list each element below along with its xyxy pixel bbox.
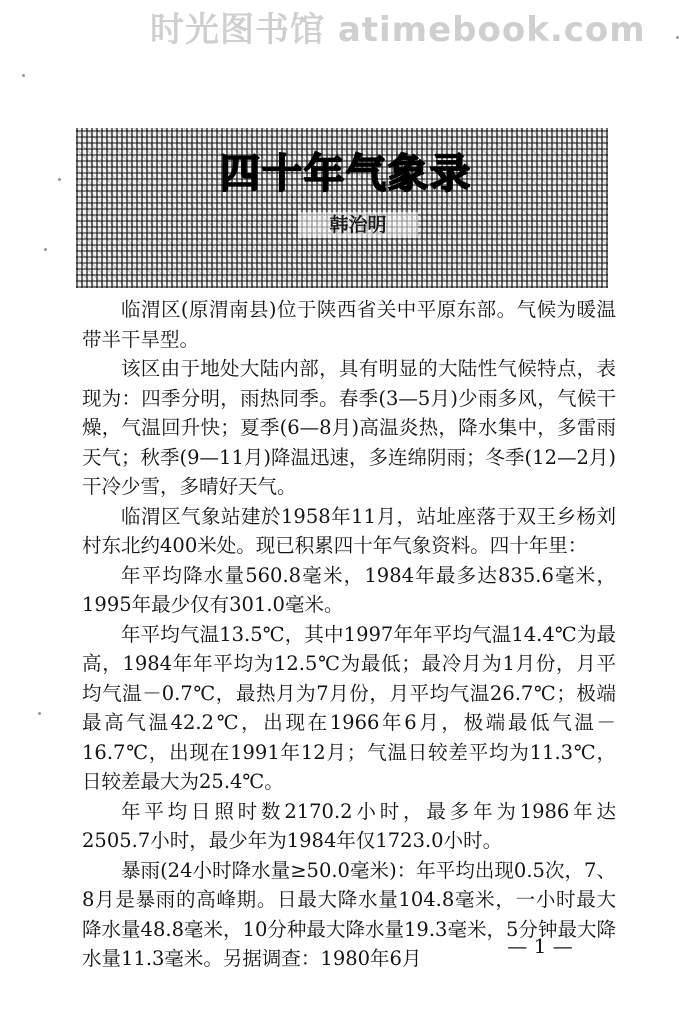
scan-speck [22, 74, 25, 77]
paragraph: 年平均气温13.5℃，其中1997年年平均气温14.4℃为最高，1984年年平均为12.5℃为最低；最冷月为1月份，月平均气温－0.7℃，最热月为7月份，月平均气温26.7℃；极端最高气温42.2℃，出现在1966年6月，极端最低气温－16.7℃，出现在1991年12月；气温日较差平均为11.3℃，日较差最大为25.4℃。 [82, 622, 616, 793]
paragraph: 年平均日照时数2170.2小时，最多年为1986年达2505.7小时，最少年为1984年仅1723.0小时。 [82, 799, 616, 852]
page-number: — 1 — [507, 934, 573, 958]
scan-speck [44, 248, 47, 251]
article-title: 四十年气象录 [220, 151, 472, 197]
watermark: 时光图书馆 atimebook.com [150, 10, 646, 50]
article-author: 韩治明 [298, 212, 418, 238]
paragraph: 年平均降水量560.8毫米，1984年最多达835.6毫米，1995年最少仅有301.0毫米。 [82, 563, 616, 616]
paragraph: 临渭区(原渭南县)位于陕西省关中平原东部。气候为暖温带半干旱型。 [82, 298, 616, 351]
paragraph: 暴雨(24小时降水量≥50.0毫米)：年平均出现0.5次，7、8月是暴雨的高峰期。日最大降水量104.8毫米，一小时最大降水量48.8毫米，10分种最大降水量19.3毫米，5分钟最大降水量11.3毫米。另据调查：1980年6月 [82, 858, 616, 970]
title-banner [76, 128, 608, 288]
article-body [82, 295, 616, 974]
scan-speck [38, 712, 41, 715]
scan-speck [676, 36, 679, 39]
paragraph: 临渭区气象站建於1958年11月，站址座落于双王乡杨刘村东北约400米处。现已积累四十年气象资料。四十年里： [82, 504, 616, 557]
paragraph: 该区由于地处大陆内部，具有明显的大陆性气候特点，表现为：四季分明，雨热同季。春季(3—5月)少雨多风，气候干燥，气温回升快；夏季(6—8月)高温炎热，降水集中，多雷雨天气；秋季(9—11月)降温迅速，多连绵阴雨；冬季(12—2月)干冷少雪，多晴好天气。 [82, 357, 616, 498]
scan-speck [58, 178, 61, 181]
